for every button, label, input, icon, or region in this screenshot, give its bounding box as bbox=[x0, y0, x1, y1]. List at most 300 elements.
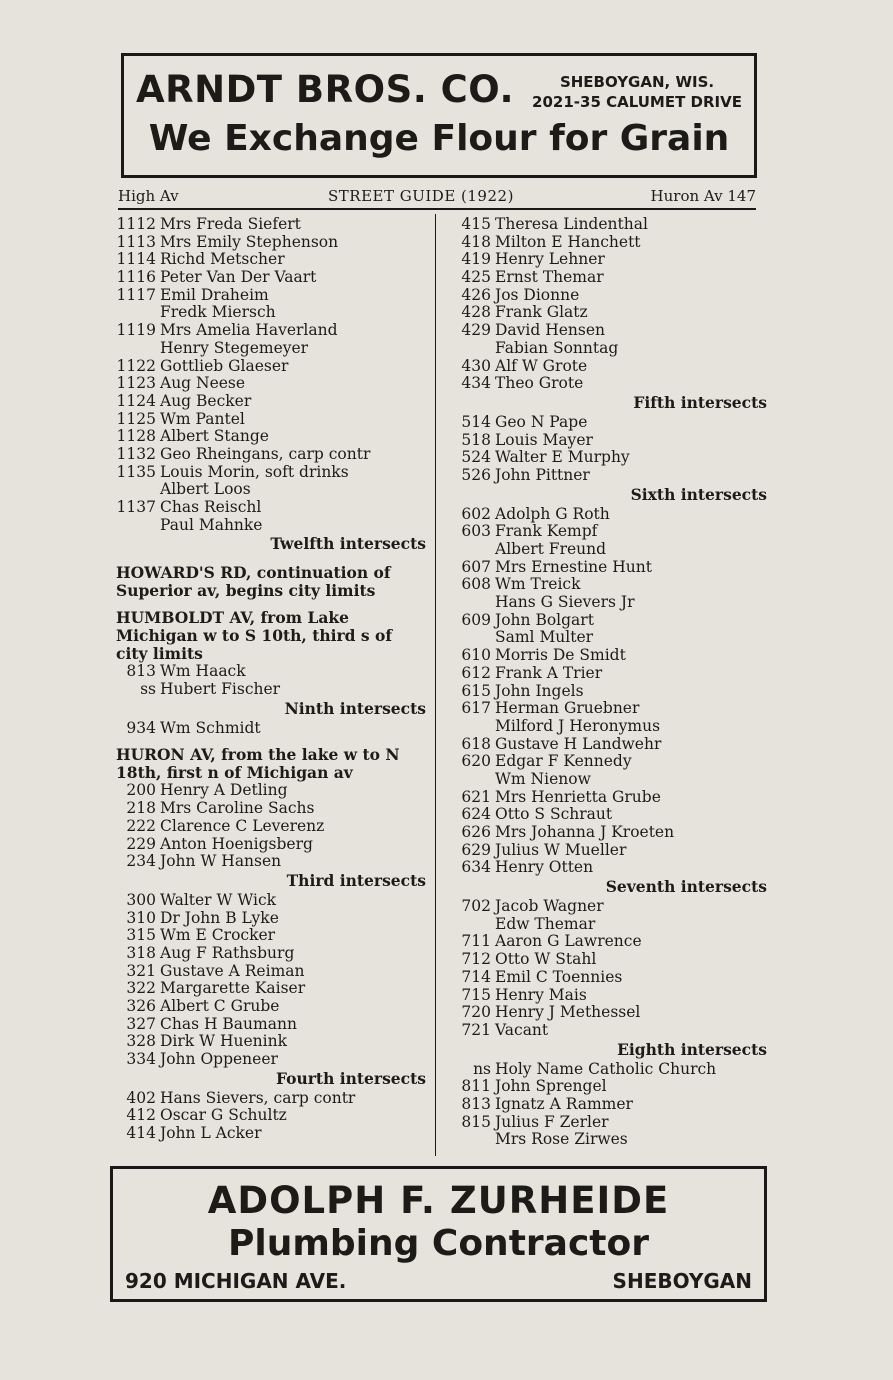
resident-name: John Ingels bbox=[495, 681, 584, 700]
listing-row bbox=[457, 789, 767, 807]
house-number: 234 bbox=[126, 852, 156, 871]
house-number: 412 bbox=[126, 1106, 156, 1125]
section-ninth-intersects: Ninth intersects bbox=[284, 698, 426, 718]
listing-row bbox=[457, 736, 767, 754]
house-number: 1125 bbox=[116, 409, 156, 428]
resident-name: Holy Name Catholic Church bbox=[495, 1059, 717, 1078]
house-number: 615 bbox=[461, 681, 491, 700]
listing-row bbox=[114, 927, 426, 945]
resident-name: John Oppeneer bbox=[160, 1050, 278, 1069]
resident-name: Ignatz A Rammer bbox=[495, 1094, 633, 1113]
house-number: 1116 bbox=[116, 268, 156, 287]
resident-name: Julius W Mueller bbox=[495, 840, 627, 859]
house-number: 327 bbox=[126, 1014, 156, 1033]
resident-name: Gustave H Landwehr bbox=[495, 734, 662, 753]
listing-row bbox=[457, 1078, 767, 1096]
resident-name: Henry Mais bbox=[495, 985, 587, 1004]
listing-row bbox=[457, 576, 767, 594]
house-number: 702 bbox=[461, 897, 491, 916]
resident-name: John Bolgart bbox=[495, 610, 594, 629]
house-number: 612 bbox=[461, 663, 491, 682]
listing-row bbox=[114, 945, 426, 963]
listing-row bbox=[114, 998, 426, 1016]
listing-row bbox=[114, 782, 426, 800]
listing-row bbox=[114, 681, 426, 699]
listing-row bbox=[457, 1022, 767, 1040]
ad-slogan: We Exchange Flour for Grain bbox=[148, 118, 730, 159]
resident-name: Frank A Trier bbox=[495, 663, 603, 682]
house-number: 229 bbox=[126, 834, 156, 853]
resident-name: Anton Hoenigsberg bbox=[160, 834, 313, 853]
house-number: 1135 bbox=[116, 462, 156, 481]
right-column bbox=[457, 216, 767, 1149]
resident-name: Theresa Lindenthal bbox=[495, 215, 648, 233]
listing-row bbox=[457, 647, 767, 665]
house-number: 415 bbox=[461, 215, 491, 233]
resident-name: Saml Multer bbox=[495, 628, 594, 647]
house-number: 200 bbox=[126, 781, 156, 800]
street-heading-howards-rd: HOWARD'S RD, continuation of Superior av, begins city limits bbox=[116, 563, 391, 601]
resident-name: Wm E Crocker bbox=[160, 926, 276, 945]
listing-row bbox=[457, 898, 767, 916]
resident-name: John W Hansen bbox=[160, 852, 282, 871]
resident-name: Edgar F Kennedy bbox=[495, 752, 632, 771]
house-number bbox=[457, 541, 495, 559]
listing-row bbox=[114, 517, 426, 535]
left-column bbox=[114, 216, 426, 1143]
bottom-advertisement bbox=[110, 1166, 767, 1302]
resident-name: Jos Dionne bbox=[495, 285, 580, 304]
section-eighth-intersects: Eighth intersects bbox=[617, 1039, 767, 1059]
listing-row bbox=[114, 818, 426, 836]
listing-row bbox=[114, 1016, 426, 1034]
house-number bbox=[114, 304, 160, 322]
resident-name: Mrs Emily Stephenson bbox=[160, 232, 339, 251]
listing-row bbox=[457, 449, 767, 467]
resident-name: Emil C Toennies bbox=[495, 967, 623, 986]
house-number: ss bbox=[140, 680, 156, 699]
house-number: 1132 bbox=[116, 444, 156, 463]
listing-row bbox=[114, 663, 426, 681]
house-number: 1128 bbox=[116, 427, 156, 446]
listing-row bbox=[457, 358, 767, 376]
listing-row bbox=[114, 358, 426, 376]
house-number: 318 bbox=[126, 943, 156, 962]
house-number bbox=[457, 1131, 495, 1149]
resident-name: Mrs Ernestine Hunt bbox=[495, 557, 652, 576]
section-twelfth-intersects: Twelfth intersects bbox=[270, 534, 426, 554]
ad-address-block bbox=[532, 72, 742, 112]
house-number: 300 bbox=[126, 890, 156, 909]
listing-row bbox=[114, 1051, 426, 1069]
resident-name: Louis Mayer bbox=[495, 430, 593, 449]
resident-name: Hubert Fischer bbox=[160, 680, 281, 699]
house-number bbox=[457, 594, 495, 612]
house-number: 315 bbox=[126, 926, 156, 945]
listing-row bbox=[457, 916, 767, 934]
listing-row bbox=[457, 753, 767, 771]
resident-name: Herman Gruebner bbox=[495, 699, 640, 718]
listing-row bbox=[457, 718, 767, 736]
house-number: 634 bbox=[461, 858, 491, 877]
resident-name: Mrs Caroline Sachs bbox=[160, 799, 315, 818]
listing-row bbox=[457, 665, 767, 683]
house-number: 428 bbox=[461, 303, 491, 322]
listing-row bbox=[114, 963, 426, 981]
running-head-title: STREET GUIDE (1922) bbox=[328, 187, 514, 205]
house-number: 815 bbox=[461, 1112, 491, 1131]
listing-row bbox=[114, 499, 426, 517]
listing-row bbox=[457, 375, 767, 393]
resident-name: Wm Haack bbox=[160, 662, 246, 681]
resident-name: Geo N Pape bbox=[495, 412, 588, 431]
listing-row bbox=[457, 842, 767, 860]
house-number: 524 bbox=[461, 448, 491, 467]
house-number: 518 bbox=[461, 430, 491, 449]
house-number: 430 bbox=[461, 356, 491, 375]
resident-name: Otto S Schraut bbox=[495, 805, 613, 824]
resident-name: Henry Otten bbox=[495, 858, 594, 877]
ad-trade: Plumbing Contractor bbox=[228, 1223, 649, 1264]
listing-row bbox=[457, 304, 767, 322]
listing-row bbox=[114, 234, 426, 252]
resident-name: Henry Lehner bbox=[495, 250, 605, 269]
section-third-intersects: Third intersects bbox=[286, 870, 426, 890]
resident-name: Mrs Rose Zirwes bbox=[495, 1130, 628, 1149]
listing-row bbox=[457, 287, 767, 305]
resident-name: Albert C Grube bbox=[160, 997, 280, 1015]
top-advertisement bbox=[121, 53, 757, 178]
listing-row bbox=[457, 506, 767, 524]
house-number: 811 bbox=[461, 1077, 491, 1096]
house-number: 402 bbox=[126, 1088, 156, 1107]
listing-row bbox=[114, 910, 426, 928]
humboldt-listings-2 bbox=[114, 720, 426, 738]
listing-row bbox=[457, 432, 767, 450]
resident-name: Aug F Rathsburg bbox=[160, 943, 295, 962]
resident-name: Julius F Zerler bbox=[495, 1112, 609, 1131]
resident-name: Adolph G Roth bbox=[495, 504, 610, 523]
resident-name: Mrs Amelia Haverland bbox=[160, 321, 338, 340]
listing-row bbox=[457, 806, 767, 824]
listing-row bbox=[457, 987, 767, 1005]
resident-name: Gustave A Reiman bbox=[160, 961, 305, 980]
resident-name: Henry Stegemeyer bbox=[160, 338, 309, 357]
resident-name: Otto W Stahl bbox=[495, 950, 597, 969]
listing-row bbox=[457, 1131, 767, 1149]
listing-row bbox=[457, 414, 767, 432]
humboldt-listings bbox=[114, 663, 426, 698]
running-head bbox=[118, 186, 756, 210]
resident-name: Oscar G Schultz bbox=[160, 1106, 287, 1125]
listing-row bbox=[114, 446, 426, 464]
listing-row bbox=[457, 541, 767, 559]
resident-name: Milton E Hanchett bbox=[495, 232, 641, 251]
listing-row bbox=[457, 824, 767, 842]
resident-name: Wm Pantel bbox=[160, 409, 245, 428]
house-number: 1117 bbox=[116, 285, 156, 304]
listing-row bbox=[114, 720, 426, 738]
house-number: 607 bbox=[461, 557, 491, 576]
resident-name: John Pittner bbox=[495, 465, 590, 484]
listing-row bbox=[114, 304, 426, 322]
listing-row bbox=[114, 1033, 426, 1051]
ad-city: SHEBOYGAN bbox=[612, 1269, 752, 1293]
listing-row bbox=[457, 1096, 767, 1114]
listing-row bbox=[457, 234, 767, 252]
listing-row bbox=[114, 800, 426, 818]
house-number: 322 bbox=[126, 979, 156, 998]
resident-name: Aug Becker bbox=[160, 391, 252, 410]
house-number: 526 bbox=[461, 465, 491, 484]
listing-row bbox=[457, 612, 767, 630]
resident-name: John L Acker bbox=[160, 1124, 262, 1143]
house-number: 1112 bbox=[116, 215, 156, 233]
resident-name: Chas Reischl bbox=[160, 498, 262, 516]
running-head-right: Huron Av 147 bbox=[650, 187, 756, 205]
resident-name: Wm Treick bbox=[495, 575, 581, 594]
section-seventh-intersects: Seventh intersects bbox=[605, 877, 767, 897]
listing-row bbox=[457, 269, 767, 287]
resident-name: Alf W Grote bbox=[495, 356, 588, 375]
house-number: 1124 bbox=[116, 391, 156, 410]
house-number: 1123 bbox=[116, 374, 156, 393]
listing-row bbox=[114, 892, 426, 910]
house-number: 715 bbox=[461, 985, 491, 1004]
listing-row bbox=[114, 216, 426, 234]
house-number: 720 bbox=[461, 1003, 491, 1022]
house-number: 328 bbox=[126, 1032, 156, 1051]
resident-name: John Sprengel bbox=[495, 1077, 607, 1096]
resident-name: Fredk Miersch bbox=[160, 303, 276, 322]
resident-name: Margarette Kaiser bbox=[160, 979, 306, 998]
listing-row bbox=[457, 933, 767, 951]
house-number bbox=[457, 916, 495, 934]
house-number: 609 bbox=[461, 610, 491, 629]
house-number: 434 bbox=[461, 374, 491, 393]
listing-row bbox=[457, 771, 767, 789]
listing-row bbox=[114, 1107, 426, 1125]
resident-name: Henry A Detling bbox=[160, 781, 288, 800]
house-number: 721 bbox=[461, 1020, 491, 1039]
house-number: 222 bbox=[126, 816, 156, 835]
resident-name: Dr John B Lyke bbox=[160, 908, 279, 927]
listing-row bbox=[114, 411, 426, 429]
section-sixth-intersects: Sixth intersects bbox=[630, 484, 767, 504]
ad-street-address: 920 MICHIGAN AVE. bbox=[125, 1269, 347, 1293]
house-number: 426 bbox=[461, 285, 491, 304]
huron-listings-600 bbox=[457, 506, 767, 877]
huron-listings-500 bbox=[457, 414, 767, 485]
listing-row bbox=[457, 859, 767, 877]
resident-name: Chas H Baumann bbox=[160, 1014, 297, 1033]
resident-name: Frank Glatz bbox=[495, 303, 588, 322]
house-number: 310 bbox=[126, 908, 156, 927]
ad-city: SHEBOYGAN, WIS. bbox=[559, 73, 715, 91]
resident-name: Hans Sievers, carp contr bbox=[160, 1088, 356, 1107]
house-number: 425 bbox=[461, 268, 491, 287]
resident-name: Frank Kempf bbox=[495, 522, 598, 541]
listing-row bbox=[114, 980, 426, 998]
house-number: 934 bbox=[126, 718, 156, 737]
house-number bbox=[457, 718, 495, 736]
resident-name: Dirk W Huenink bbox=[160, 1032, 287, 1051]
house-number: 1122 bbox=[116, 356, 156, 375]
house-number bbox=[114, 481, 160, 499]
house-number: 1113 bbox=[116, 232, 156, 251]
listing-row bbox=[457, 969, 767, 987]
resident-name: Walter E Murphy bbox=[495, 448, 630, 467]
resident-name: Richd Metscher bbox=[160, 250, 285, 269]
section-fourth-intersects: Fourth intersects bbox=[275, 1068, 426, 1088]
listing-row bbox=[457, 951, 767, 969]
house-number: 618 bbox=[461, 734, 491, 753]
column-divider bbox=[435, 214, 436, 1156]
house-number: 712 bbox=[461, 950, 491, 969]
street-heading-huron-av: HURON AV, from the lake w to N 18th, first n of Michigan av bbox=[116, 745, 400, 783]
listing-row bbox=[114, 340, 426, 358]
running-head-left: High Av bbox=[118, 187, 179, 205]
resident-name: Paul Mahnke bbox=[160, 515, 263, 534]
huron-listings-200 bbox=[114, 782, 426, 870]
resident-name: Fabian Sonntag bbox=[495, 338, 619, 357]
resident-name: Emil Draheim bbox=[160, 285, 269, 304]
listing-row bbox=[114, 251, 426, 269]
resident-name: Morris De Smidt bbox=[495, 646, 626, 665]
house-number: 419 bbox=[461, 250, 491, 269]
house-number: 1114 bbox=[116, 250, 156, 269]
house-number: 813 bbox=[126, 662, 156, 681]
listing-row bbox=[457, 1061, 767, 1079]
resident-name: Albert Stange bbox=[160, 427, 269, 446]
listing-row bbox=[457, 594, 767, 612]
listing-row bbox=[114, 481, 426, 499]
huron-listings-700 bbox=[457, 898, 767, 1040]
house-number: 621 bbox=[461, 787, 491, 806]
section-fifth-intersects: Fifth intersects bbox=[633, 392, 767, 412]
house-number bbox=[457, 771, 495, 789]
resident-name: Peter Van Der Vaart bbox=[160, 268, 317, 287]
listing-row bbox=[114, 428, 426, 446]
listing-row bbox=[114, 287, 426, 305]
listing-row bbox=[457, 559, 767, 577]
listing-row bbox=[457, 629, 767, 647]
resident-name: Edw Themar bbox=[495, 914, 596, 933]
house-number bbox=[114, 340, 160, 358]
house-number: 1137 bbox=[116, 498, 156, 516]
house-number: 608 bbox=[461, 575, 491, 594]
house-number: 629 bbox=[461, 840, 491, 859]
house-number: 326 bbox=[126, 997, 156, 1015]
listing-row bbox=[114, 464, 426, 482]
listing-row bbox=[114, 853, 426, 871]
resident-name: Wm Schmidt bbox=[160, 718, 261, 737]
huron-listings-400 bbox=[114, 1090, 426, 1143]
house-number: 624 bbox=[461, 805, 491, 824]
house-number bbox=[457, 629, 495, 647]
huron-listings-415 bbox=[457, 216, 767, 393]
resident-name: Wm Nienow bbox=[495, 769, 591, 788]
house-number: 418 bbox=[461, 232, 491, 251]
house-number: 514 bbox=[461, 412, 491, 431]
resident-name: Mrs Henrietta Grube bbox=[495, 787, 661, 806]
house-number: 414 bbox=[126, 1124, 156, 1143]
listing-row bbox=[114, 836, 426, 854]
listing-row bbox=[457, 1114, 767, 1132]
house-number: 610 bbox=[461, 646, 491, 665]
resident-name: Albert Freund bbox=[495, 540, 607, 558]
resident-name: Aug Neese bbox=[160, 374, 246, 393]
resident-name: David Hensen bbox=[495, 321, 606, 340]
house-number: 1119 bbox=[116, 321, 156, 340]
listing-row bbox=[457, 216, 767, 234]
house-number: 321 bbox=[126, 961, 156, 980]
house-number bbox=[457, 340, 495, 358]
house-number: 714 bbox=[461, 967, 491, 986]
listing-row bbox=[457, 340, 767, 358]
listing-row bbox=[114, 1125, 426, 1143]
listing-row bbox=[457, 251, 767, 269]
listing-row bbox=[114, 269, 426, 287]
high-av-listings bbox=[114, 216, 426, 534]
huron-listings-800 bbox=[457, 1061, 767, 1149]
listing-row bbox=[457, 322, 767, 340]
listing-row bbox=[457, 467, 767, 485]
resident-name: Henry J Methessel bbox=[495, 1003, 641, 1022]
listing-row bbox=[457, 683, 767, 701]
ad-company-name: ARNDT BROS. CO. bbox=[136, 68, 515, 111]
resident-name: Clarence C Leverenz bbox=[160, 816, 325, 835]
resident-name: Louis Morin, soft drinks bbox=[160, 462, 349, 481]
house-number: 813 bbox=[461, 1094, 491, 1113]
house-number: 617 bbox=[461, 699, 491, 718]
resident-name: Ernst Themar bbox=[495, 268, 604, 287]
resident-name: Milford J Heronymus bbox=[495, 716, 661, 735]
house-number: 334 bbox=[126, 1050, 156, 1069]
house-number: 603 bbox=[461, 522, 491, 541]
resident-name: Hans G Sievers Jr bbox=[495, 593, 635, 612]
house-number bbox=[114, 517, 160, 535]
house-number: 218 bbox=[126, 799, 156, 818]
resident-name: Vacant bbox=[495, 1020, 549, 1039]
house-number: 602 bbox=[461, 504, 491, 523]
listing-row bbox=[114, 393, 426, 411]
resident-name: Jacob Wagner bbox=[495, 897, 604, 916]
resident-name: Mrs Johanna J Kroeten bbox=[495, 823, 675, 841]
huron-listings-300 bbox=[114, 892, 426, 1069]
listing-row bbox=[114, 1090, 426, 1108]
resident-name: Mrs Freda Siefert bbox=[160, 215, 301, 233]
street-heading-humboldt-av: HUMBOLDT AV, from Lake Michigan w to S 10th, third s of city limits bbox=[116, 608, 393, 664]
resident-name: Theo Grote bbox=[495, 374, 584, 393]
listing-row bbox=[457, 700, 767, 718]
house-number: 711 bbox=[461, 932, 491, 951]
listing-row bbox=[114, 322, 426, 340]
house-number: ns bbox=[473, 1059, 491, 1078]
ad-street-address: 2021-35 CALUMET DRIVE bbox=[532, 93, 742, 111]
resident-name: Geo Rheingans, carp contr bbox=[160, 444, 371, 463]
resident-name: Aaron G Lawrence bbox=[495, 932, 642, 951]
listing-row bbox=[457, 1004, 767, 1022]
resident-name: Gottlieb Glaeser bbox=[160, 356, 289, 375]
house-number: 620 bbox=[461, 752, 491, 771]
resident-name: Walter W Wick bbox=[160, 890, 277, 909]
ad-contractor-name: ADOLPH F. ZURHEIDE bbox=[207, 1179, 670, 1222]
house-number: 429 bbox=[461, 321, 491, 340]
house-number: 626 bbox=[461, 823, 491, 841]
resident-name: Albert Loos bbox=[160, 480, 251, 499]
listing-row bbox=[457, 523, 767, 541]
